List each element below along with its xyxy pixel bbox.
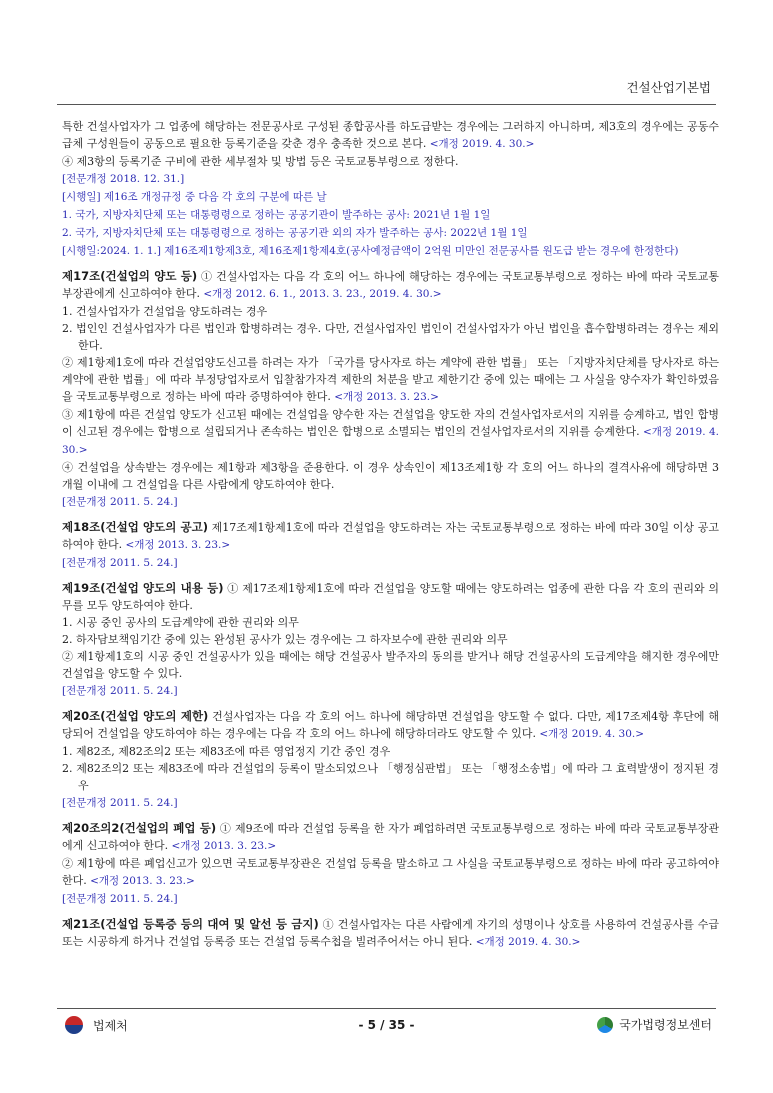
article-heading: 제20조의2(건설업의 폐업 등) (62, 821, 217, 835)
article-paragraph (62, 519, 719, 554)
paragraph (62, 354, 719, 406)
paragraph (62, 648, 719, 682)
amendment-note: <개정 2013. 3. 23.> (86, 875, 195, 887)
paragraph (62, 682, 719, 700)
paragraph-text: 2. 하자담보책임기간 중에 있는 완성된 공사가 있는 경우에는 그 하자보수에 관한 권리와 의무 (62, 633, 508, 646)
amendment-note: <개정 2019. 4. 30.> (62, 426, 719, 456)
paragraph-text: 1. 제82조, 제82조의2 또는 제83조에 따른 영업정지 기간 중인 경우 (62, 745, 391, 758)
document-body (62, 118, 719, 951)
article-paragraph (62, 916, 719, 951)
paragraph (62, 855, 719, 890)
footer-divider (57, 1008, 716, 1009)
article-heading: 제19조(건설업 양도의 내용 등) (62, 581, 224, 595)
paragraph (62, 493, 719, 511)
list-item (62, 743, 719, 760)
paragraph (62, 242, 719, 260)
amendment-note: 2. 국가, 지방자치단체 또는 대통령령으로 정하는 공공기관 외의 자가 발주하는 공사: 2022년 1월 1일 (62, 227, 528, 239)
amendment-note: <개정 2012. 6. 1., 2013. 3. 23., 2019. 4. 30.> (200, 288, 442, 300)
header-divider (57, 104, 716, 105)
paragraph-text: ① 제9조에 따라 건설업 등록을 한 자가 폐업하려면 국토교통부령으로 정하는 바에 따라 국토교통부장관에게 신고하여야 한다. (62, 822, 719, 852)
paragraph (62, 188, 719, 206)
list-item (62, 614, 719, 631)
paragraph (62, 206, 719, 224)
amendment-note: <개정 2019. 4. 30.> (426, 138, 535, 150)
amendment-note: <개정 2013. 3. 23.> (330, 391, 439, 403)
list-item (62, 320, 719, 354)
paragraph (62, 459, 719, 493)
article-heading: 제20조(건설업 양도의 제한) (62, 709, 209, 723)
article-paragraph (62, 268, 719, 303)
footer-center-label: 국가법령정보센터 (619, 1018, 712, 1032)
amendment-note: [전문개정 2011. 5. 24.] (62, 893, 178, 905)
amendment-note: <개정 2019. 4. 30.> (536, 728, 645, 740)
document-title: 건설산업기본법 (626, 80, 711, 95)
amendment-note: 1. 국가, 지방자치단체 또는 대통령령으로 정하는 공공기관이 발주하는 공사: 2021년 1월 1일 (62, 209, 491, 221)
amendment-note: [전문개정 2018. 12. 31.] (62, 173, 185, 185)
paragraph-text: ④ 건설업을 상속받는 경우에는 제1항과 제3항을 준용한다. 이 경우 상속인이 제13조제1항 각 호의 어느 하나의 결격사유에 해당하면 3개월 이내에 그 건설업을 다른 사람에게 양도하여야 한다. (62, 461, 719, 491)
paragraph-text: ② 제1항에 따른 폐업신고가 있으면 국토교통부장관은 건설업 등록을 말소하고 그 사실을 국토교통부령으로 정하는 바에 따라 공고하여야 한다. (62, 857, 719, 887)
paragraph-text: ② 제1항제1호의 시공 중인 건설공사가 있을 때에는 해당 건설공사 발주자의 동의를 받거나 해당 건설공사의 도급계약을 해지한 경우에만 건설업을 양도할 수 있다. (62, 650, 719, 680)
paragraph-text: 건설사업자는 다음 각 호의 어느 하나에 해당하면 건설업을 양도할 수 없다. 다만, 제17조제4항 후단에 해당되어 건설업을 양도하여야 하는 경우에는 다음 각 호의 어느 하나에 해당하더라도 양도할 수 있다. (62, 710, 719, 740)
paragraph (62, 118, 719, 153)
paragraph (62, 794, 719, 812)
paragraph-text: 2. 제82조의2 또는 제83조에 따라 건설업의 등록이 말소되었으나 「행정심판법」 또는 「행정소송법」에 따라 그 효력발생이 정지된 경우 (62, 762, 719, 792)
paragraph (62, 406, 719, 459)
paragraph-text: 1. 건설사업자가 건설업을 양도하려는 경우 (62, 305, 268, 318)
amendment-note: [전문개정 2011. 5. 24.] (62, 496, 178, 508)
paragraph-text: 제17조제1항제1호에 따라 건설업을 양도하려는 자는 국토교통부령으로 정하는 바에 따라 30일 이상 공고하여야 한다. (62, 521, 719, 551)
paragraph-text: ② 제1항제1호에 따라 건설업양도신고를 하려는 자가 「국가를 당사자로 하는 계약에 관한 법률」 또는 「지방자치단체를 당사자로 하는 계약에 관한 법률」에 따라 부정당업자로서 입찰참가자격 제한의 처분을 받고 제한기간 중에 있는 때에는 그 사실을 양수자가 확인하였음을 국토교통부령으로 정하는 바에 따라 증명하여야 한다. (62, 356, 719, 403)
page-number: - 5 / 35 - (358, 1018, 415, 1032)
paragraph (62, 224, 719, 242)
article-paragraph (62, 580, 719, 614)
paragraph-text: 특한 건설사업자가 그 업종에 해당하는 전문공사로 구성된 종합공사를 하도급받는 경우에는 그러하지 아니하며, 제3호의 경우에는 공동수급체 구성원들이 공동으로 필요한 등록기준을 갖춘 경우 충족한 것으로 본다. (62, 120, 719, 150)
paragraph-text: ① 건설사업자는 다음 각 호의 어느 하나에 해당하는 경우에는 국토교통부령으로 정하는 바에 따라 국토교통부장관에게 신고하여야 한다. (62, 270, 719, 300)
article-heading: 제17조(건설업의 양도 등) (62, 269, 198, 283)
amendment-note: <개정 2019. 4. 30.> (472, 936, 581, 948)
paragraph-text: ④ 제3항의 등록기준 구비에 관한 세부절차 및 방법 등은 국토교통부령으로 정한다. (62, 155, 459, 168)
article-paragraph (62, 820, 719, 855)
paragraph (62, 890, 719, 908)
list-item (62, 760, 719, 794)
footer-right (597, 1016, 712, 1033)
amendment-note: <개정 2013. 3. 23.> (122, 539, 231, 551)
footer-source-label: 법제처 (93, 1018, 128, 1033)
paragraph-text: 2. 법인인 건설사업자가 다른 법인과 합병하려는 경우. 다만, 건설사업자인 법인이 건설사업자가 아닌 법인을 흡수합병하려는 경우는 제외한다. (62, 322, 719, 352)
amendment-note: [전문개정 2011. 5. 24.] (62, 685, 178, 697)
article-heading: 제21조(건설업 등록증 등의 대여 및 알선 등 금지) (62, 917, 319, 931)
list-item (62, 303, 719, 320)
paragraph-text: ① 건설사업자는 다른 사람에게 자기의 성명이나 상호를 사용하여 건설공사를 수급 또는 시공하게 하거나 건설업 등록증 또는 건설업 등록수첩을 빌려주어서는 아니 된다. (62, 918, 719, 948)
list-item (62, 631, 719, 648)
amendment-note: [시행일] 제16조 개정규정 중 다음 각 호의 구분에 따른 날 (62, 191, 327, 203)
article-heading: 제18조(건설업 양도의 공고) (62, 520, 208, 534)
amendment-note: [전문개정 2011. 5. 24.] (62, 797, 178, 809)
article-paragraph (62, 708, 719, 743)
paragraph (62, 153, 719, 170)
paragraph-text: ③ 제1항에 따른 건설업 양도가 신고된 때에는 건설업을 양수한 자는 건설업을 양도한 자의 건설사업자로서의 지위를 승계하고, 법인 합병이 신고된 경우에는 합병으로 설립되거나 존속하는 법인은 합병으로 소멸되는 법인의 건설사업자로서의 지위를 승계한다. (62, 408, 719, 438)
paragraph (62, 554, 719, 572)
amendment-note: <개정 2013. 3. 23.> (168, 840, 277, 852)
amendment-note: [전문개정 2011. 5. 24.] (62, 557, 178, 569)
paragraph-text: ① 제17조제1항제1호에 따라 건설업을 양도할 때에는 양도하려는 업종에 관한 다음 각 호의 권리와 의무를 모두 양도하여야 한다. (62, 582, 719, 612)
law-center-logo-icon (597, 1017, 613, 1033)
amendment-note: [시행일:2024. 1. 1.] 제16조제1항제3호, 제16조제1항제4호(공사예정금액이 2억원 미만인 전문공사를 원도급 받는 경우에 한정한다) (62, 245, 679, 257)
paragraph-text: 1. 시공 중인 공사의 도급계약에 관한 권리와 의무 (62, 616, 299, 629)
page-footer (57, 1014, 716, 1038)
paragraph (62, 170, 719, 188)
